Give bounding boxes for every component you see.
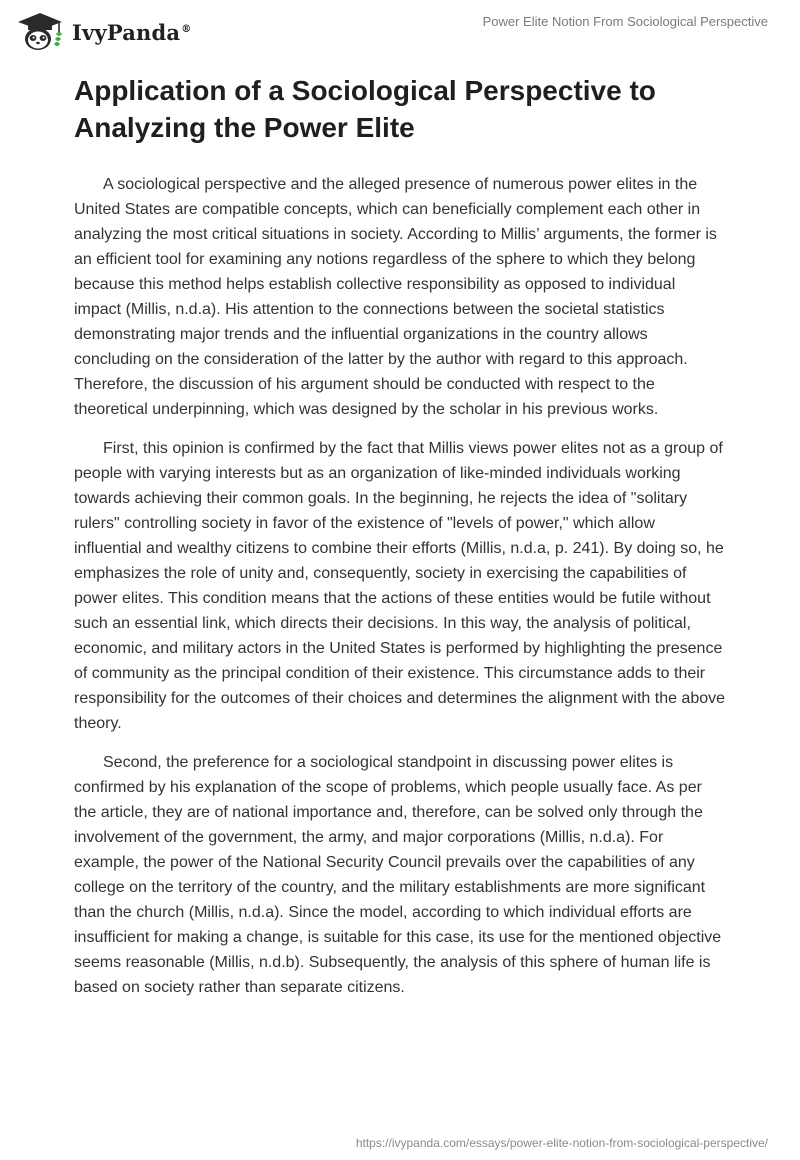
footer-source-link[interactable]: https://ivypanda.com/essays/power-elite-notion-from-sociological-perspective/ bbox=[355, 1136, 768, 1150]
panda-graduate-icon bbox=[14, 10, 66, 54]
header-document-title: Power Elite Notion From Sociological Perspective bbox=[482, 14, 768, 29]
ivypanda-logo[interactable] bbox=[14, 10, 191, 54]
essay-content bbox=[74, 72, 726, 1014]
logo-text: IvyPanda® bbox=[72, 19, 192, 45]
essay-paragraph: First, this opinion is confirmed by the fact that Millis views power elites not as a group of people with varying interests but as an organization of like-minded individuals working towards achieving their common goals. In the beginning, he rejects the idea of "solitary rulers" controlling society in favor of the existence of "levels of power," which allow influential and wealthy citizens to combine their efforts (Millis, n.d.a, p. 241). By doing so, he emphasizes the role of unity and, consequently, society in exercising the capabilities of power elites. This condition means that the actions of these entities would be futile without such an essential link, which directs their decisions. In this way, the analysis of political, economic, and military actors in the United States is performed by highlighting the presence of community as the principal condition of their existence. This circumstance adds to their responsibility for the outcomes of their choices and determines the alignment with the above theory. bbox=[74, 440, 726, 732]
page-header bbox=[0, 0, 800, 60]
essay-paragraph: A sociological perspective and the alleged presence of numerous power elites in the United States are compatible concepts, which can beneficially complement each other in analyzing the most critical situations in society. According to Millis’ arguments, the former is an efficient tool for examining any notions regardless of the sphere to which they belong because this method helps establish collective responsibility as opposed to individual impact (Millis, n.d.a). His attention to the connections between the societal statistics demonstrating major trends and the influential organizations in the country allows concluding on the consideration of the latter by the author with regard to this approach. Therefore, the discussion of his argument should be conducted with respect to the theoretical underpinning, which was designed by the scholar in his previous works. bbox=[74, 176, 717, 418]
registered-mark: ® bbox=[181, 23, 192, 35]
essay-title: Application of a Sociological Perspective to Analyzing the Power Elite bbox=[74, 75, 656, 143]
essay-paragraph: Second, the preference for a sociological standpoint in discussing power elites is confirmed by his explanation of the scope of problems, which people usually face. As per the article, they are of national importance and, therefore, can be solved only through the involvement of the government, the army, and major corporations (Millis, n.d.a). For example, the power of the National Security Council prevails over the capabilities of any college on the territory of the country, and the military establishments are more significant than the church (Millis, n.d.a). Since the model, according to which individual efforts are insufficient for making a change, is suitable for this case, its use for the mentioned objective seems reasonable (Millis, n.d.b). Subsequently, the analysis of this sphere of human life is based on society rather than separate citizens. bbox=[74, 754, 722, 996]
